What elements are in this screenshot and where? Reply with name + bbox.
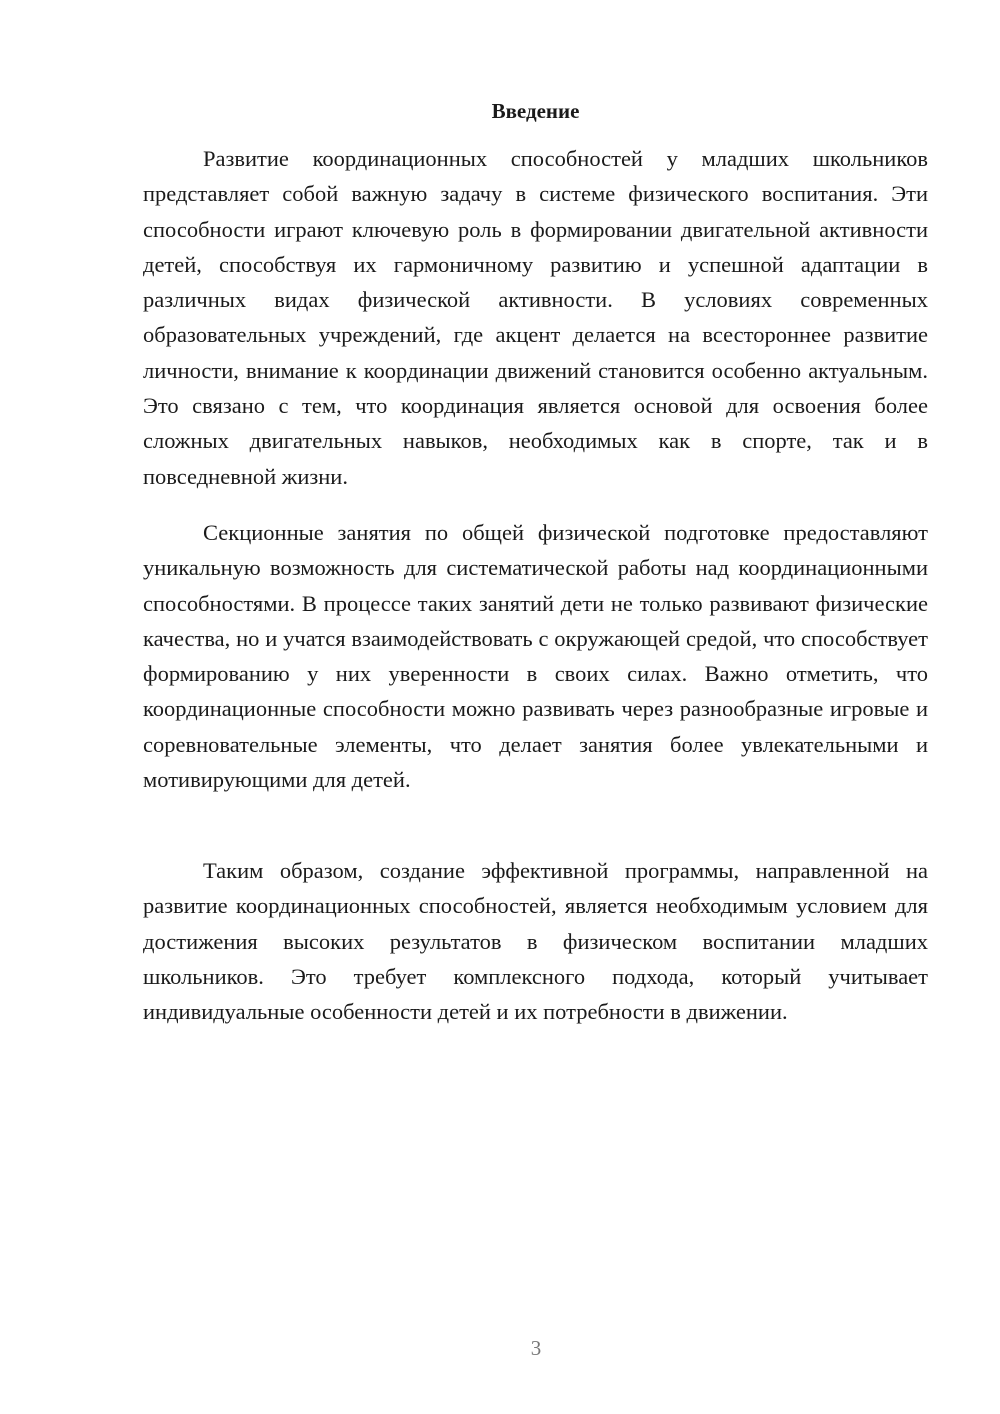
paragraph-3: Таким образом, создание эффективной программы, направленной на развитие координационных способностей, является необходимым условием для достижения высоких результатов в физическом воспитании младших школьников. Это требует комплексного подхода, который учитывает индивидуальные особенности детей и их потребности в движении.	[143, 858, 928, 1025]
page-number: 3	[530, 1336, 542, 1360]
paragraph-1: Развитие координационных способностей у младших школьников представляет собой важную задачу в системе физического воспитания. Эти способности играют ключевую роль в формировании двигательной активности детей, способствуя их гармоничному развитию и успешной адаптации в различных видах физической активности. В условиях современных образовательных учреждений, где акцент делается на всестороннее развитие личности, внимание к координации движений становится особенно актуальным. Это связано с тем, что координация является основой для освоения более сложных двигательных навыков, необходимых как в спорте, так и в повседневной жизни.	[143, 146, 928, 489]
section-heading: Введение	[491, 99, 580, 123]
paragraph-2: Секционные занятия по общей физической подготовке предоставляют уникальную возможность для систематической работы над координационными способностями. В процессе таких занятий дети не только развивают физические качества, но и учатся взаимодействовать с окружающей средой, что способствует формированию у них уверенности в своих силах. Важно отметить, что координационные способности можно развивать через разнообразные игровые и соревновательные элементы, что делает занятия более увлекательными и мотивирующими для детей.	[143, 520, 928, 793]
